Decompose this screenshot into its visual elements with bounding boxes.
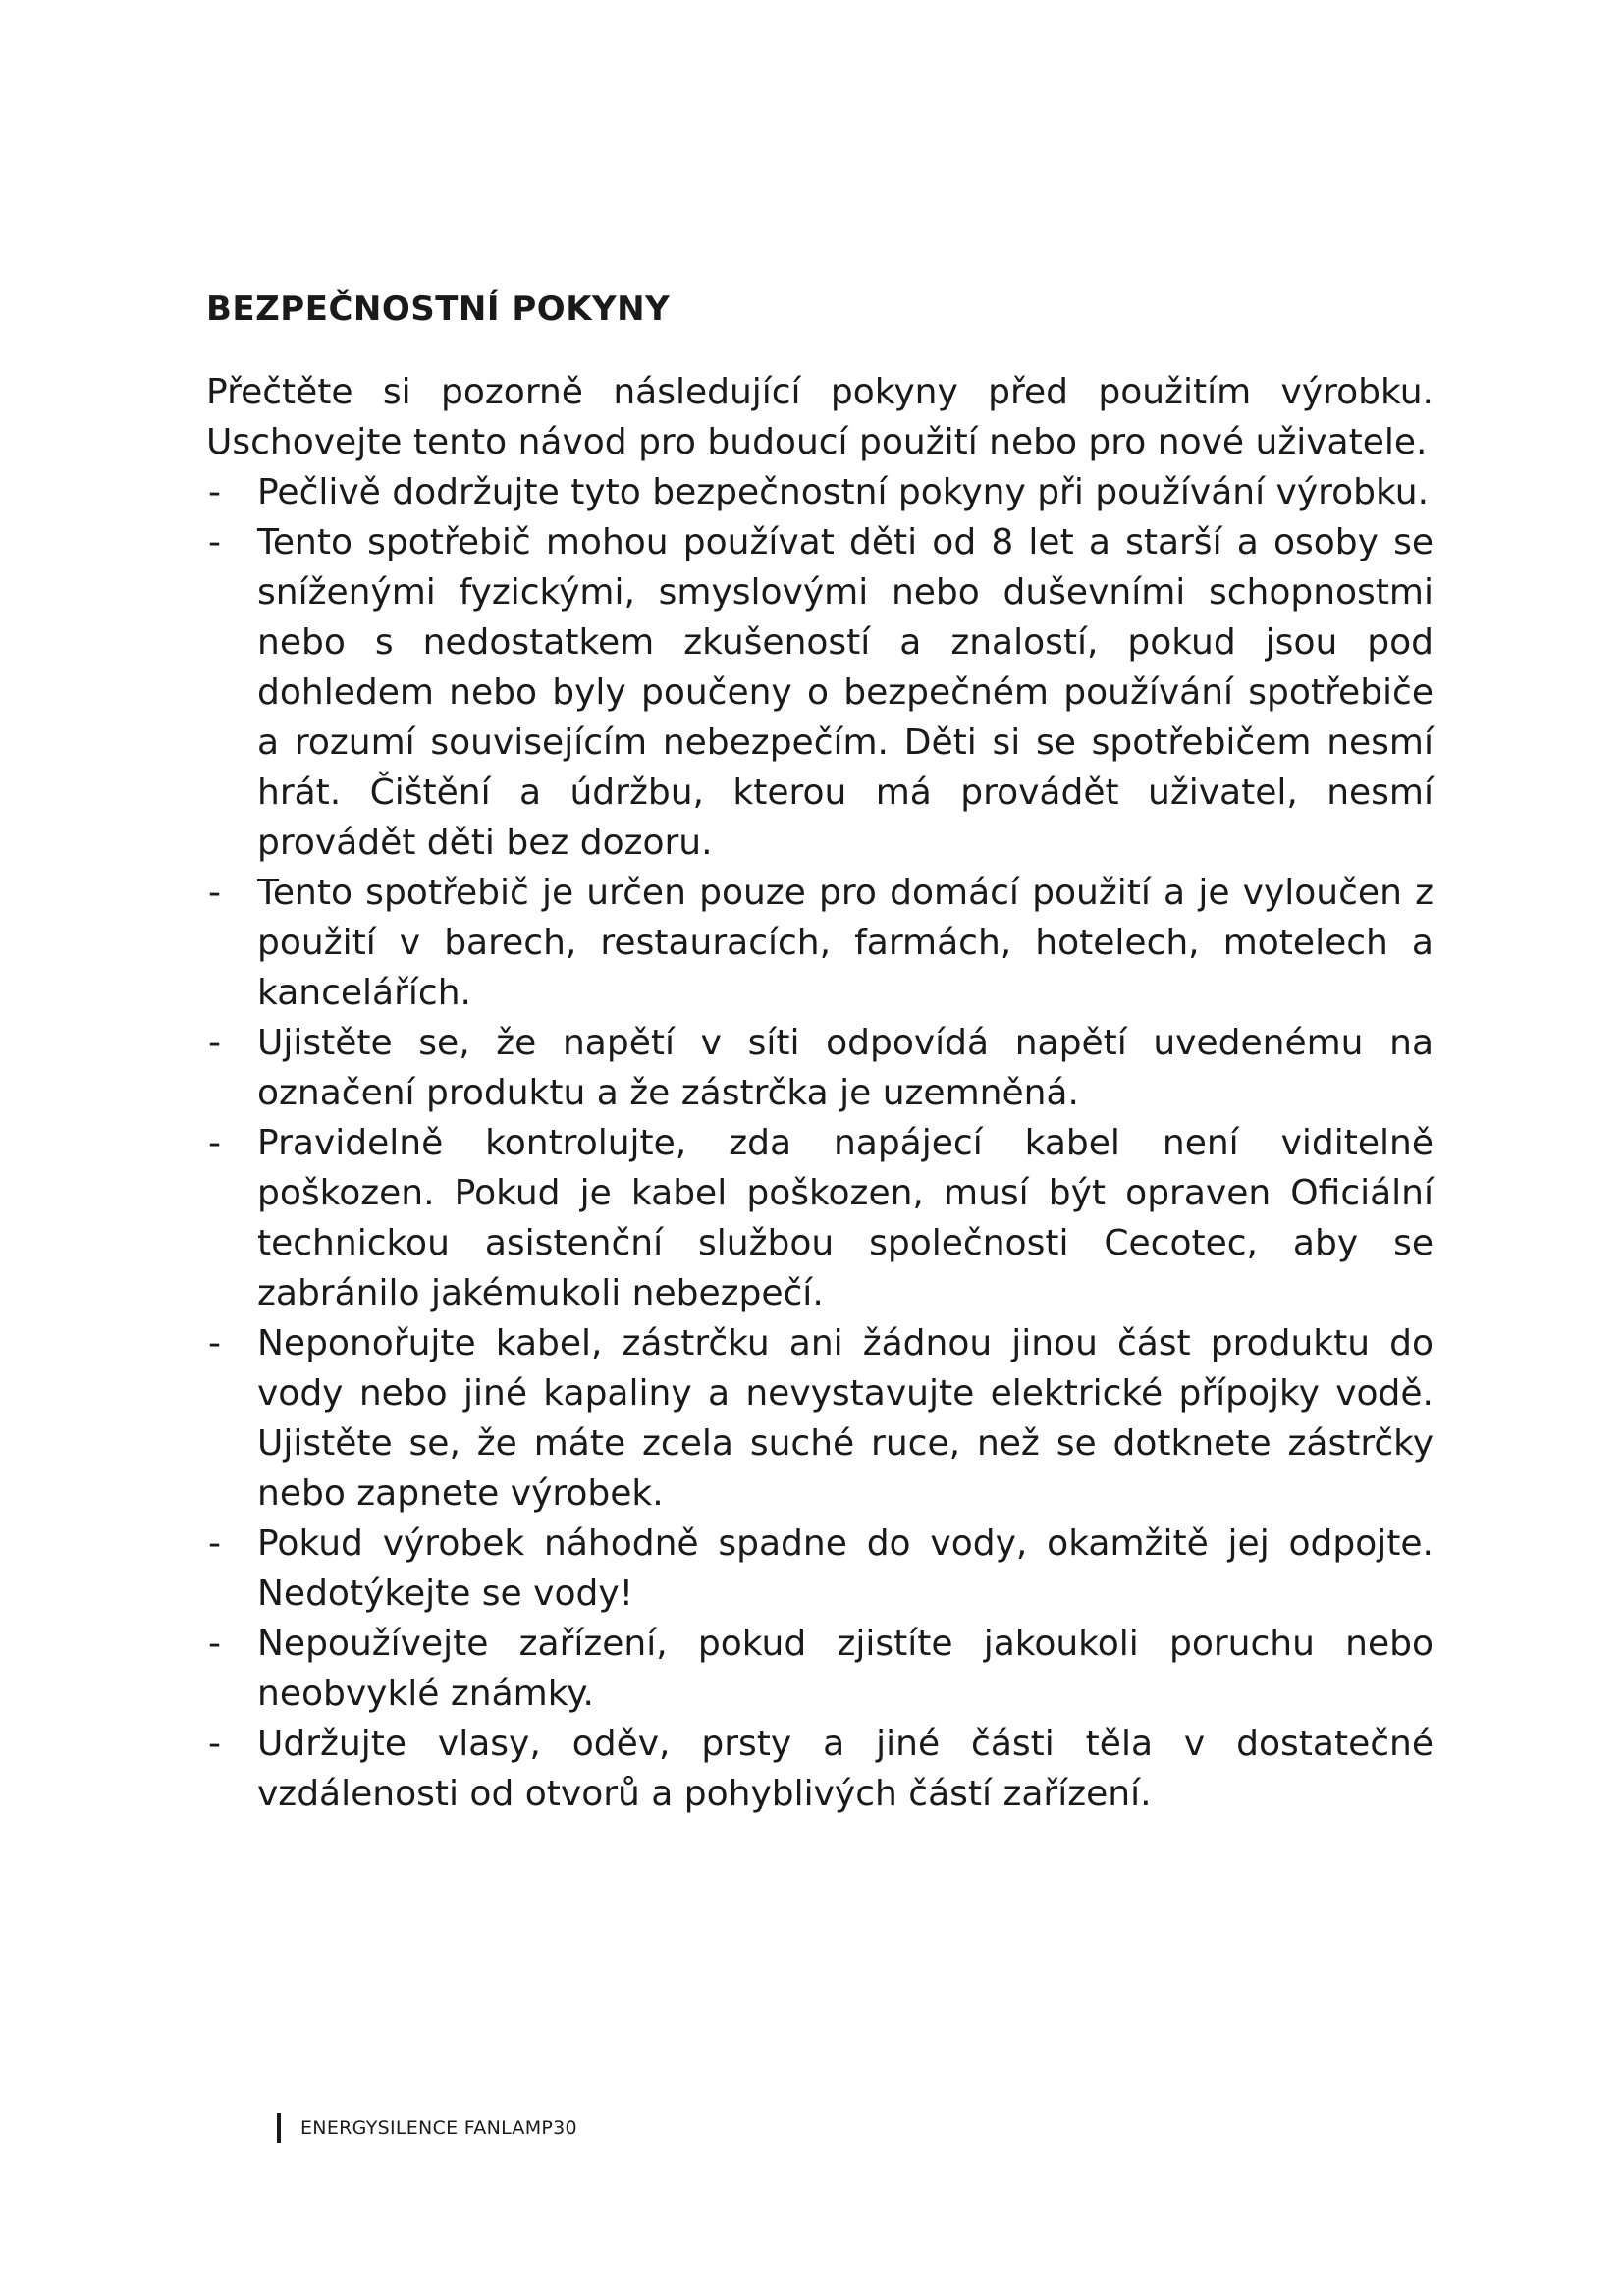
bullet-dash: - — [208, 1624, 221, 1664]
list-item-text: Pravidelně kontrolujte, zda napájecí kabel není viditelně poškozen. Pokud je kabel poškozen, musí být opraven Oficiální technickou asistenční službou společnosti Cecotec, aby se zabránilo jakémukoli nebezpečí. — [257, 1123, 1434, 1313]
bullet-dash: - — [208, 1724, 221, 1764]
bullet-dash: - — [208, 1023, 221, 1063]
list-item — [206, 1018, 1434, 1118]
bullet-dash: - — [208, 873, 221, 913]
bullet-dash: - — [208, 1323, 221, 1363]
list-item — [206, 1519, 1434, 1619]
page-footer — [277, 2113, 577, 2143]
list-item-text: Nepoužívejte zařízení, pokud zjistíte jakoukoli poruchu nebo neobvyklé známky. — [257, 1624, 1434, 1714]
list-item — [206, 517, 1434, 868]
list-item-text: Neponořujte kabel, zástrčku ani žádnou jinou část produktu do vody nebo jiné kapaliny a nevystavujte elektrické přípojky vodě. Ujistěte se, že máte zcela suché ruce, než se dotknete zástrčky nebo zapnete výrobek. — [257, 1323, 1434, 1514]
footer-divider — [277, 2113, 281, 2143]
list-item — [206, 1619, 1434, 1719]
bullet-dash: - — [208, 1123, 221, 1163]
page-title: BEZPEČNOSTNÍ POKYNY — [206, 290, 671, 329]
safety-instructions-list — [206, 467, 1434, 1819]
list-item — [206, 1118, 1434, 1318]
bullet-dash: - — [208, 522, 221, 562]
bullet-dash: - — [208, 472, 221, 512]
list-item-text: Tento spotřebič je určen pouze pro domácí použití a je vyloučen z použití v barech, restauracích, farmách, hotelech, motelech a kancelářích. — [257, 873, 1434, 1013]
list-item-text: Udržujte vlasy, oděv, prsty a jiné části těla v dostatečné vzdálenosti od otvorů a pohyblivých částí zařízení. — [257, 1724, 1434, 1814]
intro-paragraph: Přečtěte si pozorně následující pokyny před použitím výrobku. Uschovejte tento návod pro budoucí použití nebo pro nové uživatele. — [206, 372, 1434, 462]
document-body — [206, 287, 1434, 1819]
list-item-text: Tento spotřebič mohou používat děti od 8 let a starší a osoby se sníženými fyzickými, smyslovými nebo duševními schopnostmi nebo s nedostatkem zkušeností a znalostí, pokud jsou pod dohledem nebo byly poučeny o bezpečném používání spotřebiče a rozumí souvisejícím nebezpečím. Děti si se spotřebičem nesmí hrát. Čištění a údržbu, kterou má provádět uživatel, nesmí provádět děti bez dozoru. — [257, 522, 1434, 863]
list-item — [206, 467, 1434, 517]
list-item — [206, 868, 1434, 1018]
list-item — [206, 1719, 1434, 1819]
list-item-text: Pečlivě dodržujte tyto bezpečnostní pokyny při používání výrobku. — [257, 472, 1430, 512]
list-item-text: Pokud výrobek náhodně spadne do vody, okamžitě jej odpojte. Nedotýkejte se vody! — [257, 1523, 1434, 1614]
list-item-text: Ujistěte se, že napětí v síti odpovídá napětí uvedenému na označení produktu a že zástrčka je uzemněná. — [257, 1023, 1434, 1113]
bullet-dash: - — [208, 1523, 221, 1564]
footer-model-name: ENERGYSILENCE FANLAMP30 — [300, 2117, 577, 2139]
list-item — [206, 1318, 1434, 1519]
